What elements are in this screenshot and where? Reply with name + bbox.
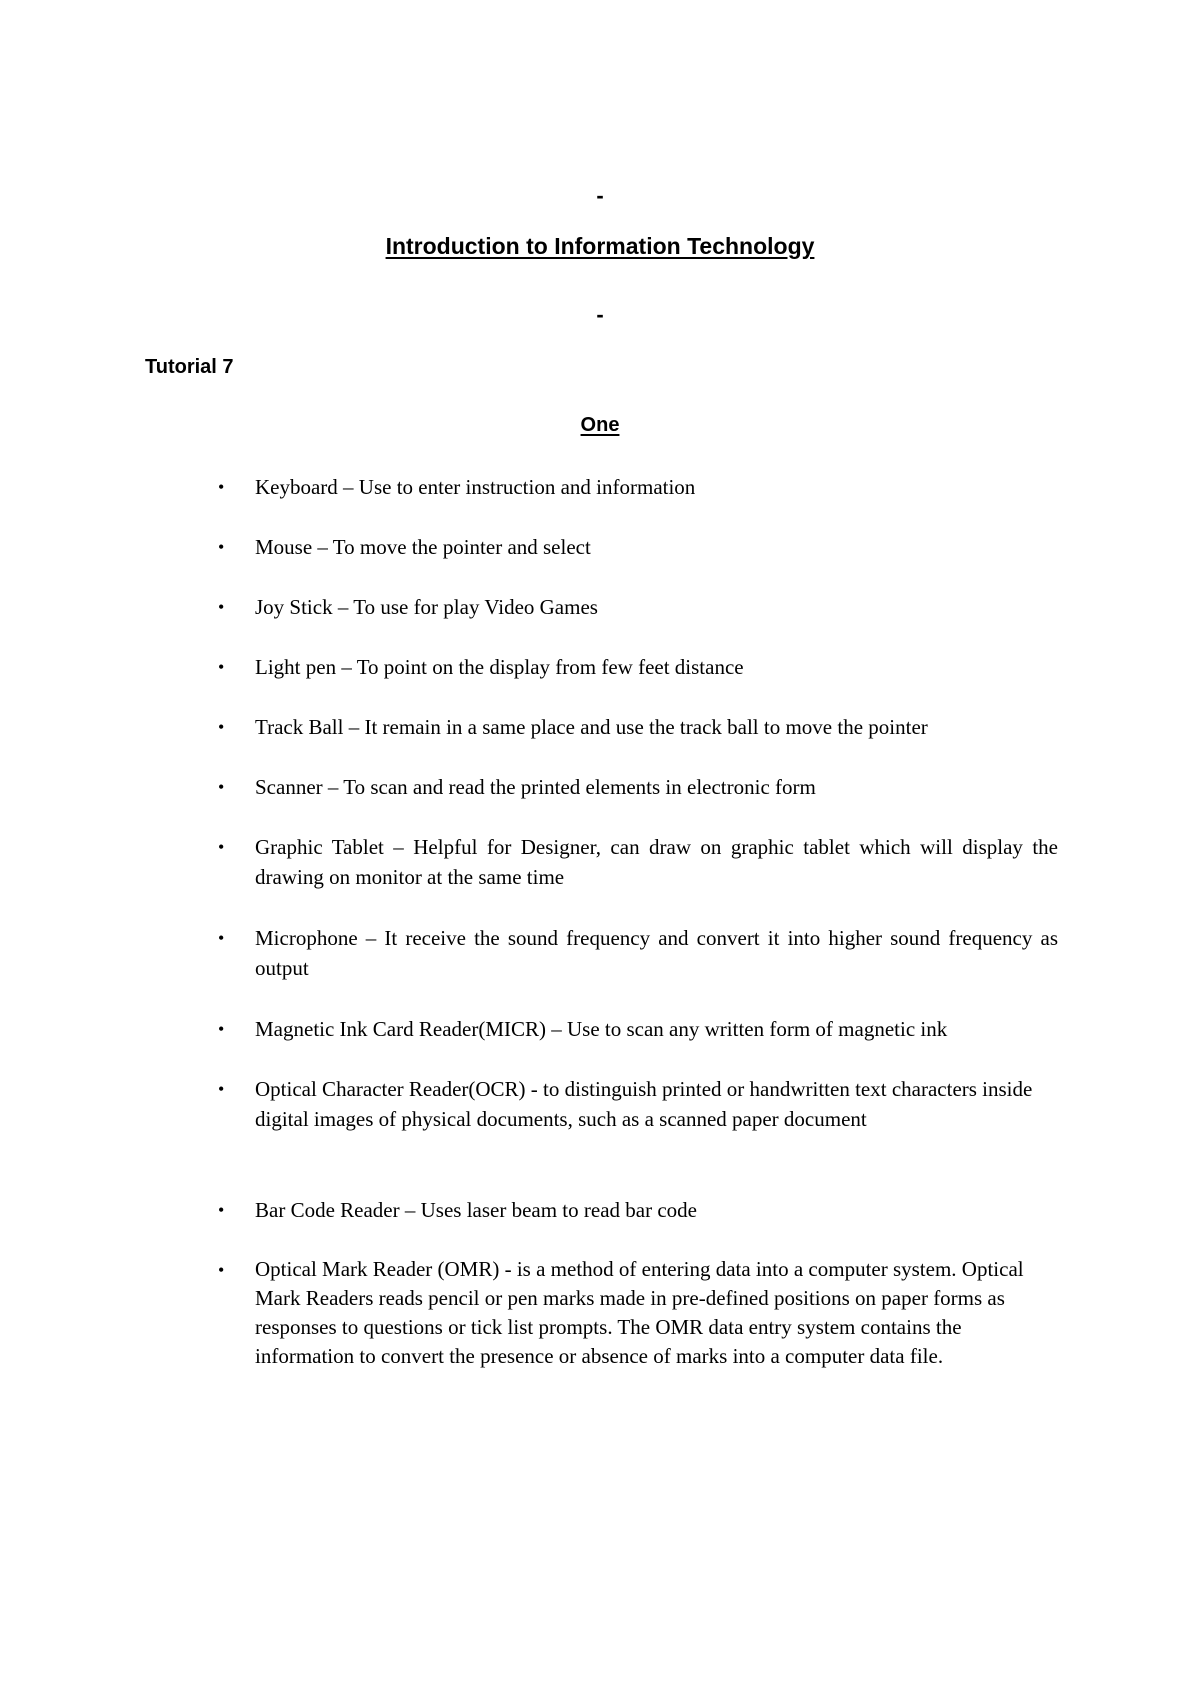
list-item: [218, 772, 1058, 802]
list-item-text: Optical Mark Reader (OMR) - is a method of entering data into a computer system. Optical Mark Readers reads pencil or pen marks made in pre-defined positions on paper forms as responses to questions or tick list prompts. The OMR data entry system contains the information to convert the presence or absence of marks into a computer data file.: [255, 1257, 1024, 1368]
bullet-icon: •: [218, 597, 225, 617]
list-item-text: Light pen – To point on the display from few feet distance: [255, 655, 744, 679]
bullet-icon: •: [218, 1019, 225, 1039]
list-item: [218, 1074, 1058, 1134]
bullet-icon: •: [218, 657, 225, 677]
header-dash-bottom: -: [596, 302, 604, 327]
bullet-icon: •: [218, 1260, 225, 1280]
list-item-text: Optical Character Reader(OCR) - to distinguish printed or handwritten text characters inside digital images of physical documents, such as a scanned paper document: [255, 1077, 1033, 1131]
bullet-icon: •: [218, 537, 225, 557]
bullet-icon: •: [218, 717, 225, 737]
list-item-text: Keyboard – Use to enter instruction and information: [255, 475, 696, 499]
bullet-icon: •: [218, 777, 225, 797]
tutorial-label: Tutorial 7: [145, 356, 234, 378]
header-dash-top: -: [596, 183, 604, 208]
list-item-text: Mouse – To move the pointer and select: [255, 535, 591, 559]
list-item-text: Microphone – It receive the sound frequency and convert it into higher sound frequency as output: [255, 926, 1058, 980]
list-item: [218, 1195, 1058, 1225]
list-item-text: Magnetic Ink Card Reader(MICR) – Use to scan any written form of magnetic ink: [255, 1017, 948, 1041]
list-item-text: Graphic Tablet – Helpful for Designer, can draw on graphic tablet which will display the drawing on monitor at the same time: [255, 835, 1058, 889]
list-item: [218, 1255, 1058, 1371]
list-item: [218, 592, 1058, 622]
list-item: [218, 923, 1058, 983]
list-item: [218, 472, 1058, 502]
bullet-icon: •: [218, 1079, 225, 1099]
page-title: Introduction to Information Technology: [385, 233, 815, 259]
section-heading: One: [580, 414, 620, 436]
list-item: [218, 832, 1058, 892]
bullet-icon: •: [218, 928, 225, 948]
list-item: [218, 652, 1058, 682]
bullet-icon: •: [218, 477, 225, 497]
list-item: [218, 1014, 1058, 1044]
list-item-text: Joy Stick – To use for play Video Games: [255, 595, 598, 619]
list-item-text: Scanner – To scan and read the printed elements in electronic form: [255, 775, 816, 799]
bullet-icon: •: [218, 1200, 225, 1220]
list-item: [218, 532, 1058, 562]
list-item-text: Track Ball – It remain in a same place and use the track ball to move the pointer: [255, 715, 928, 739]
list-item: [218, 712, 1058, 742]
list-item-text: Bar Code Reader – Uses laser beam to read bar code: [255, 1198, 697, 1222]
bullet-icon: •: [218, 837, 225, 857]
